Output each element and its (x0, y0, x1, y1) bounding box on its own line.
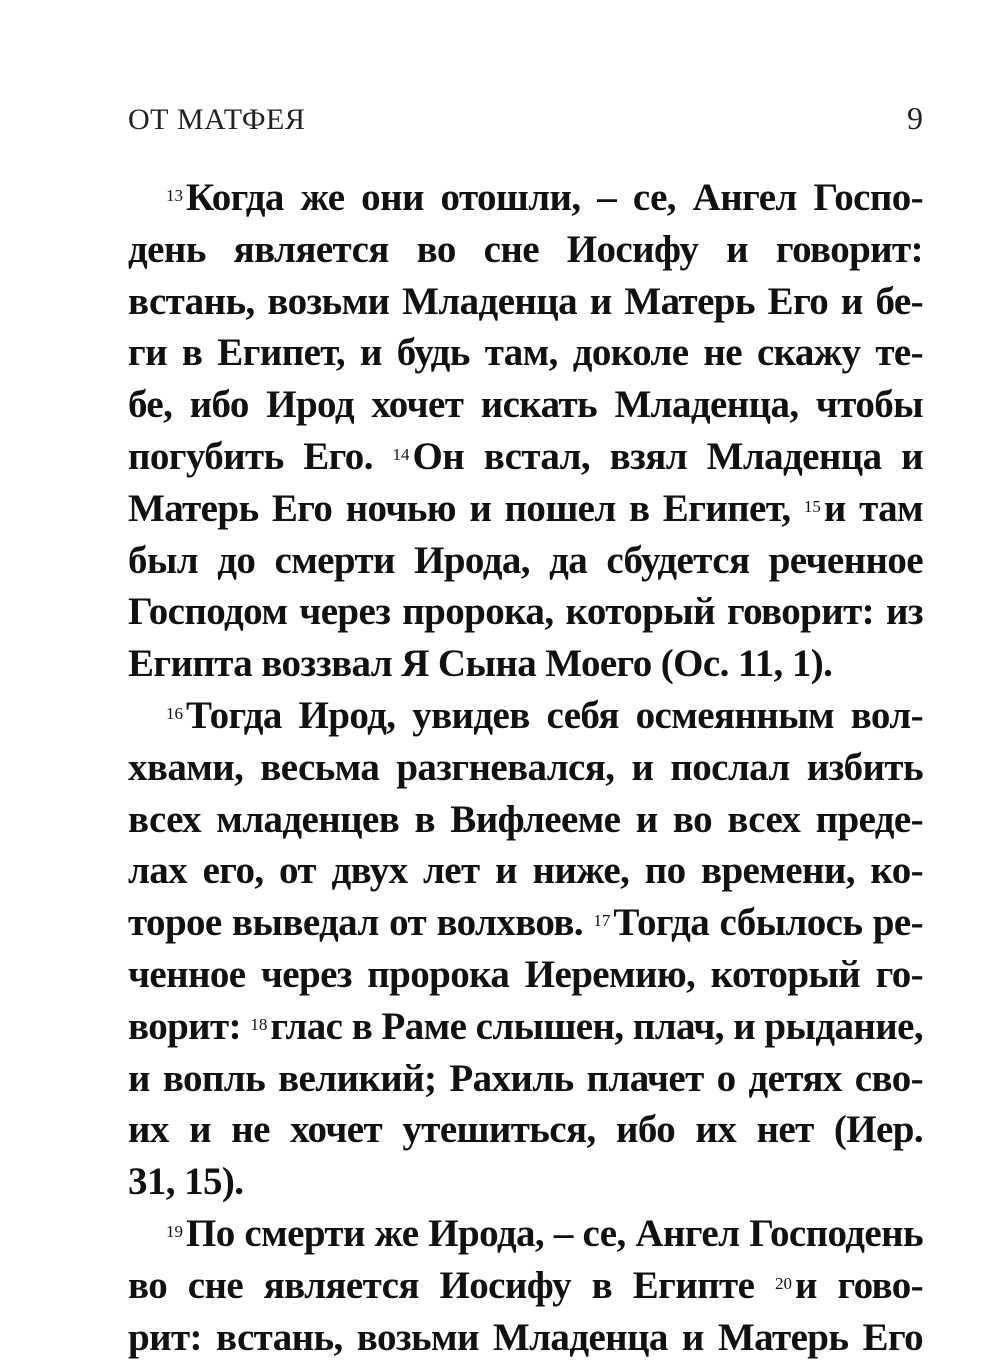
scripture-text (128, 172, 923, 1363)
text-line: 31, 15). (128, 1160, 244, 1204)
page-number: 9 (907, 100, 923, 136)
text-line: хвами, весьма разгневался, и послал избить (128, 745, 923, 789)
book-title: ОТ МАТФЕЯ (128, 103, 306, 136)
text-line: ворит: $^{18}$глас в Раме слышен, плач, и рыдание, (128, 1004, 923, 1048)
verse-number: 20 (774, 1273, 792, 1293)
verse-number: 13 (166, 186, 183, 205)
verse-number: 16 (166, 703, 183, 723)
text-line: встань, возьми Младенца и Матерь Его и бе- (128, 279, 923, 323)
text-line: торое выведал от волхвов. $^{17}$Тогда сбылось ре- (128, 901, 923, 945)
text-line: был до смерти Ирода, да сбудется реченное (128, 538, 923, 582)
text-line: во сне является Иосифу в Египте $^{20}$и гово- (128, 1263, 923, 1307)
text-line: и вопль великий; Рахиль плачет о детях сво- (128, 1056, 923, 1100)
verse-number: 17 (593, 911, 611, 931)
text-line: $^{19}$По смерти же Ирода, – се, Ангел Господень (166, 1211, 923, 1255)
text-line: лах его, от двух лет и ниже, по времени, ко- (128, 849, 923, 893)
text-line: Матерь Его ночью и пошел в Египет, $^{15}$и там (128, 486, 923, 530)
verse-number: 19 (166, 1221, 183, 1241)
verse-number: 15 (803, 496, 821, 516)
text-line: погубить Его. $^{14}$Он встал, взял Младенца и (128, 434, 923, 478)
verse-number: 18 (250, 1014, 268, 1034)
verse-number: 14 (392, 444, 410, 464)
text-line: Господом через пророка, который говорит: из (128, 590, 923, 634)
text-line: их и не хочет утешиться, ибо их нет (Иер. (128, 1108, 923, 1152)
text-line: ченное через пророка Иеремию, который го- (128, 952, 923, 996)
running-header (128, 100, 923, 137)
text-line: $^{16}$Тогда Ирод, увидев себя осмеянным вол- (166, 693, 923, 737)
text-line: всех младенцев в Вифлееме и во всех преде- (128, 797, 923, 841)
text-line: день является во сне Иосифу и говорит: (128, 227, 923, 271)
text-line: бе, ибо Ирод хочет искать Младенца, чтобы (128, 383, 923, 427)
text-line: Египта воззвал Я Сына Моего (Ос. 11, 1). (128, 642, 833, 686)
text-line: рит: встань, возьми Младенца и Матерь Его (128, 1315, 923, 1359)
text-line: $^{13}$Когда же они отошли, – се, Ангел Госпо- (166, 176, 923, 219)
text-line: ги в Египет, и будь там, доколе не скажу те- (128, 331, 923, 375)
